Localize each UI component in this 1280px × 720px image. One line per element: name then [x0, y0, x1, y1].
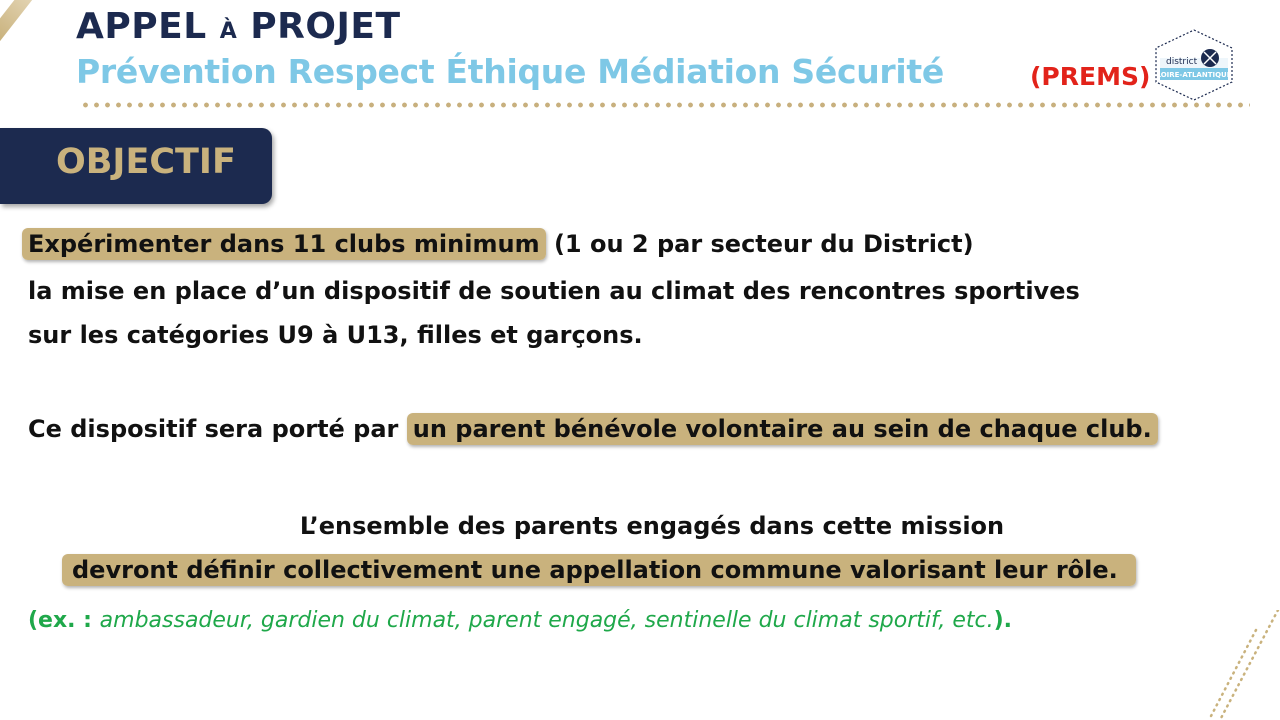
page-title — [76, 6, 401, 47]
paragraph1-rest: (1 ou 2 par secteur du District) — [553, 230, 974, 258]
example-close: ). — [993, 608, 1013, 633]
prems-acronym: (PREMS) — [1030, 62, 1151, 91]
section-label: OBJECTIF — [56, 142, 236, 182]
highlight-appellation: devront définir collectivement une appellation commune valorisant leur rôle. — [62, 554, 1136, 586]
example-text: ambassadeur, gardien du climat, parent engagé, sentinelle du climat sportif, etc. — [99, 608, 994, 633]
paragraph1-line2: la mise en place d’un dispositif de soutien au climat des rencontres sportives — [28, 277, 1080, 305]
dotted-divider — [80, 102, 1250, 108]
title-a: À — [219, 19, 238, 44]
gold-accent-stripe — [0, 0, 41, 75]
paragraph2 — [28, 415, 1158, 443]
paragraph3-line2 — [62, 556, 1136, 584]
paragraph3-line1: L’ensemble des parents engagés dans cette mission — [299, 512, 1005, 540]
paragraph1-line1 — [22, 230, 974, 258]
decorative-dotted-lines — [1160, 610, 1280, 720]
title-projet: PROJET — [250, 6, 401, 47]
highlight-parent-benevole: un parent bénévole volontaire au sein de chaque club. — [407, 413, 1158, 445]
district-logo — [1152, 28, 1236, 102]
page-subtitle: Prévention Respect Éthique Médiation Sécurité — [76, 52, 944, 91]
logo-text-bottom: LOIRE-ATLANTIQUE — [1156, 71, 1232, 79]
paragraph1-line3: sur les catégories U9 à U13, filles et garçons. — [28, 321, 643, 349]
paragraph2-start: Ce dispositif sera porté par — [28, 415, 399, 443]
highlight-experimenter: Expérimenter dans 11 clubs minimum — [22, 228, 546, 260]
example-line — [28, 608, 1012, 633]
example-open: (ex. : — [28, 608, 92, 633]
title-appel: APPEL — [76, 6, 207, 47]
logo-text-top: district — [1166, 57, 1198, 67]
